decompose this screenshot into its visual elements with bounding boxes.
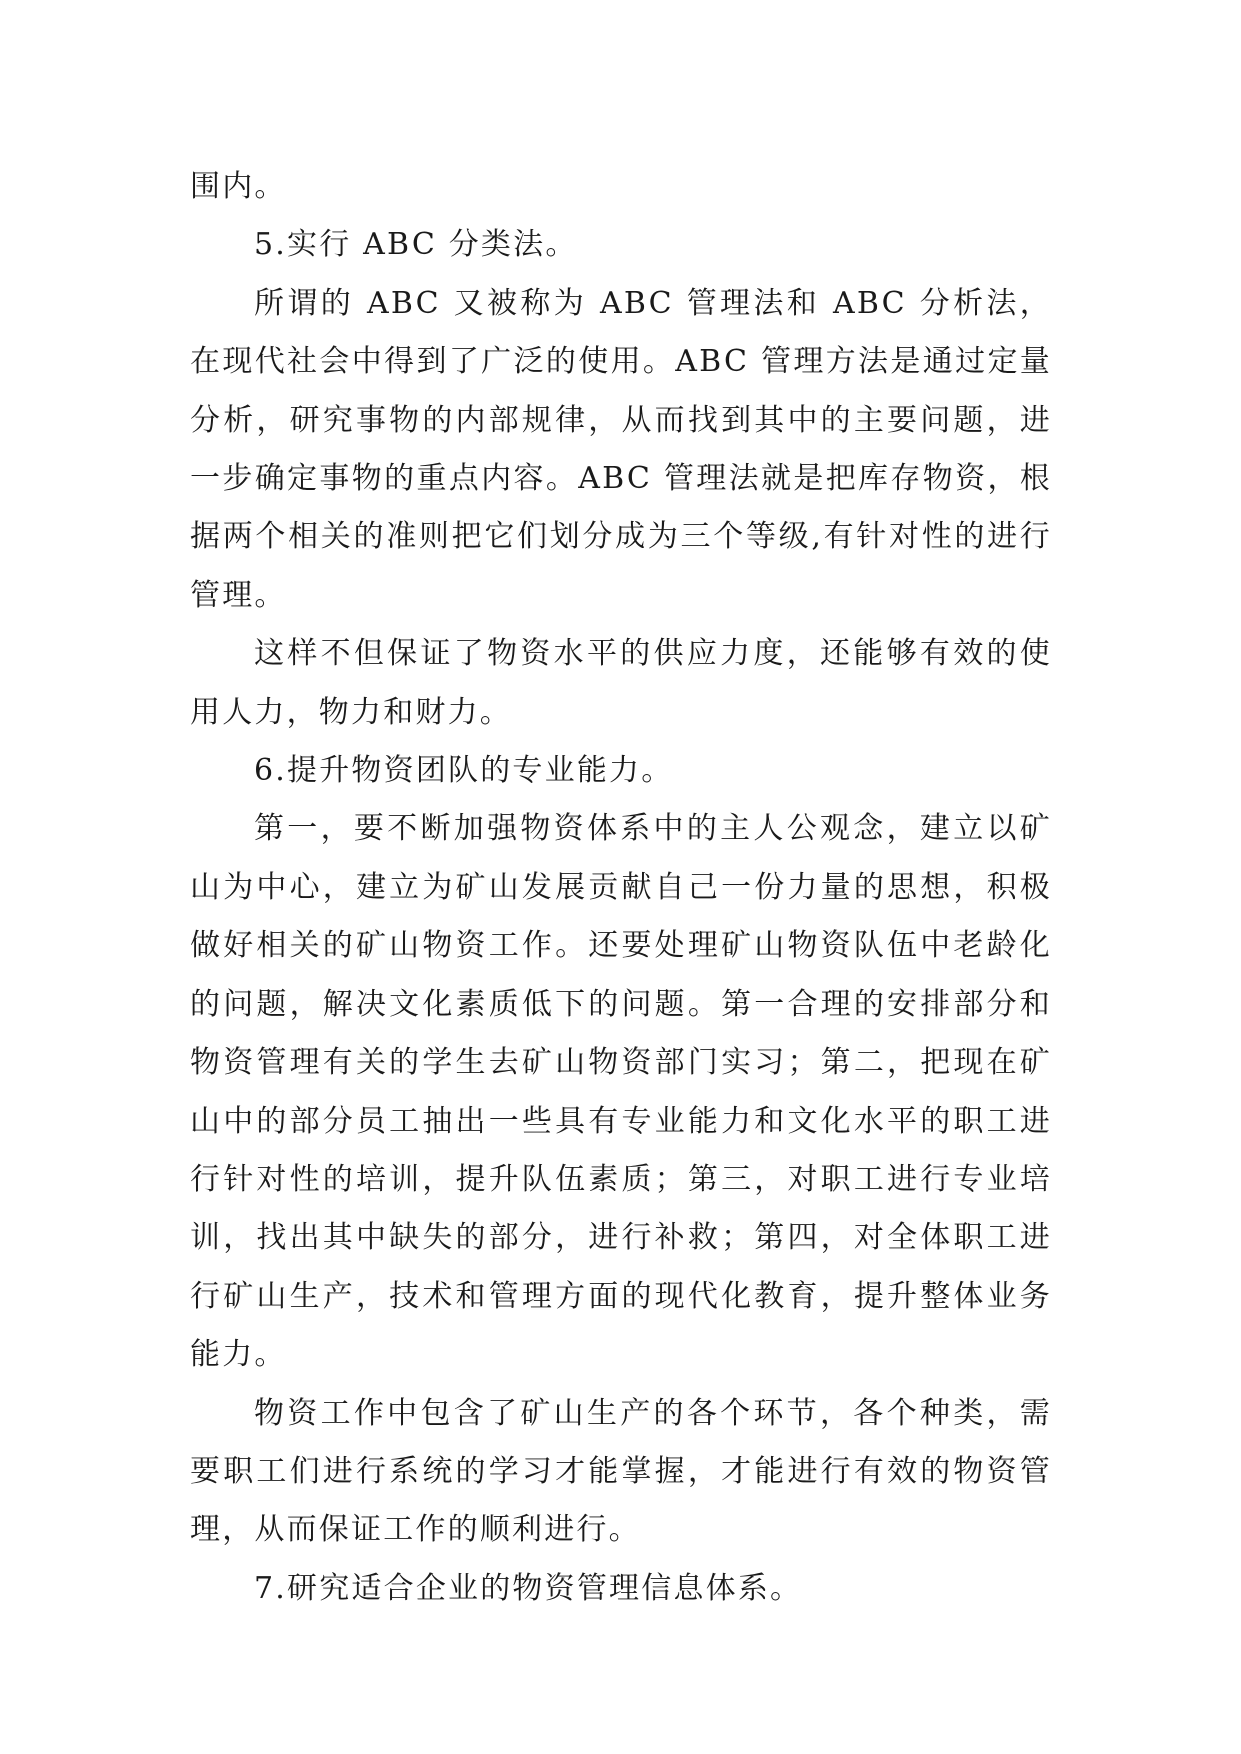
paragraph-systematic-learning: 物资工作中包含了矿山生产的各个环节，各个种类，需要职工们进行系统的学习才能掌握，才能进行有效的物资管理，从而保证工作的顺利进行。 bbox=[190, 1395, 1052, 1548]
paragraph-team-measures: 第一，要不断加强物资体系中的主人公观念，建立以矿山为中心，建立为矿山发展贡献自己一份力量的思想，积极做好相关的矿山物资工作。还要处理矿山物资队伍中老龄化的问题，解决文化素质低下的问题。第一合理的安排部分和物资管理有关的学生去矿山物资部门实习；第二，把现在矿山中的部分员工抽出一些具有专业能力和文化水平的职工进行针对性的培训，提升队伍素质；第三，对职工进行专业培训，找出其中缺失的部分，进行补救；第四，对全体职工进行矿山生产，技术和管理方面的现代化教育，提升整体业务能力。 bbox=[190, 811, 1052, 1373]
heading-team-capability: 6.提升物资团队的专业能力。 bbox=[254, 753, 674, 789]
paragraph-abc-definition: 所谓的 ABC 又被称为 ABC 管理法和 ABC 分析法，在现代社会中得到了广泛的使用。ABC 管理方法是通过定量分析，研究事物的内部规律，从而找到其中的主要问题，进一步确定事物的重点内容。ABC 管理法就是把库存物资，根据两个相关的准则把它们划分成为三个等级,有针对性的进行管理。 bbox=[190, 285, 1052, 613]
heading-abc-classification: 5.实行 ABC 分类法。 bbox=[254, 227, 578, 263]
document-page bbox=[190, 158, 1052, 1618]
heading-information-system: 7.研究适合企业的物资管理信息体系。 bbox=[254, 1570, 803, 1606]
paragraph-abc-benefit: 这样不但保证了物资水平的供应力度，还能够有效的使用人力，物力和财力。 bbox=[190, 636, 1052, 730]
paragraph-continuation: 围内。 bbox=[190, 169, 287, 204]
